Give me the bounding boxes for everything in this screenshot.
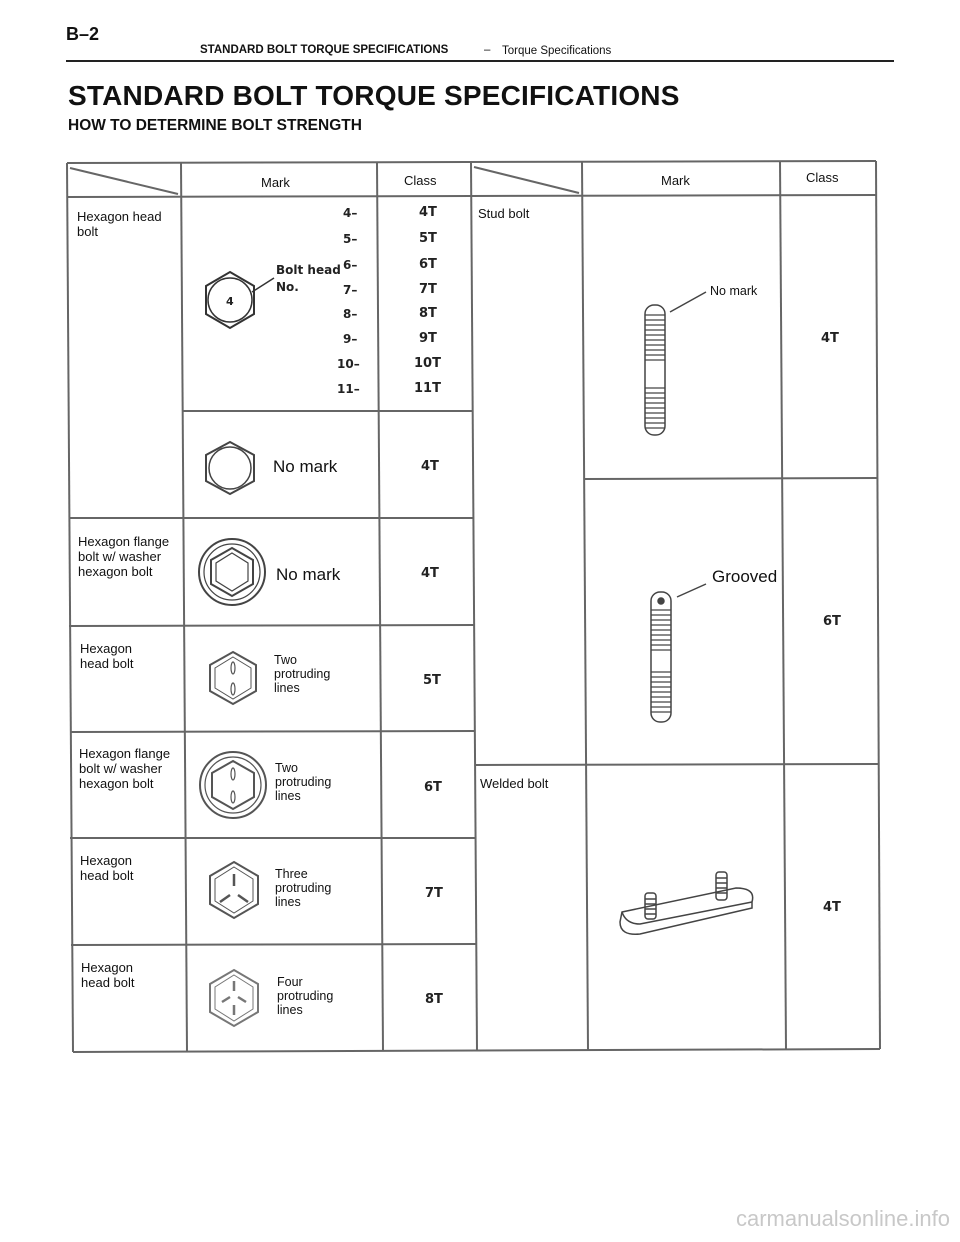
right-col-mark-header: Mark xyxy=(661,173,690,188)
head-number: 10– xyxy=(337,357,360,371)
head-number: 8– xyxy=(343,307,358,321)
head-class: 11T xyxy=(414,381,441,396)
mark-no-mark: No mark xyxy=(276,565,341,584)
row-type-hexagon-head-bolt: Hexagon head bolt xyxy=(80,641,134,671)
left-col-mark-header: Mark xyxy=(261,175,290,190)
left-col-class-header: Class xyxy=(404,173,437,188)
row-class: 7T xyxy=(425,886,443,901)
head-class: 7T xyxy=(419,282,437,297)
mark-no-mark: No mark xyxy=(273,457,338,476)
hex-bolt-two-lines-icon xyxy=(210,652,256,704)
hex-bolt-four-lines-icon xyxy=(210,970,258,1026)
watermark: carmanualsonline.info xyxy=(735,1206,950,1231)
head-class: 5T xyxy=(419,231,437,246)
head-class: 6T xyxy=(419,257,437,272)
head-number: 7– xyxy=(343,283,358,297)
stud-mark-grooved: Grooved xyxy=(712,567,778,586)
header-subsection: Torque Specifications xyxy=(502,45,612,57)
row-type-flange-bolt: Hexagon flange bolt w/ washer hexagon bolt xyxy=(79,746,171,791)
head-number: 4– xyxy=(343,206,358,220)
row-class: 4T xyxy=(421,566,439,581)
stud-class: 4T xyxy=(821,331,839,346)
mark-two-lines: Two protruding lines xyxy=(274,653,331,695)
head-class: 4T xyxy=(419,205,437,220)
row-class: 4T xyxy=(421,459,439,474)
row-type-hexagon-head-bolt: Hexagon head bolt xyxy=(80,853,134,883)
bolt-head-numbered-icon xyxy=(206,272,274,328)
head-class: 8T xyxy=(419,306,437,321)
head-number: 11– xyxy=(337,382,360,396)
row-type-hexagon-head-bolt: Hexagon head bolt xyxy=(77,209,162,239)
stud-class: 6T xyxy=(823,614,841,629)
hex-bolt-three-lines-icon xyxy=(210,862,258,918)
mark-three-lines: Three protruding lines xyxy=(275,867,332,909)
flange-bolt-two-lines-icon xyxy=(200,752,266,818)
bolt-head-no-label: Bolt head No. xyxy=(276,263,341,294)
head-class: 10T xyxy=(414,356,441,371)
page-number: B–2 xyxy=(66,24,100,44)
header-section: STANDARD BOLT TORQUE SPECIFICATIONS xyxy=(200,44,449,56)
row-class: 5T xyxy=(423,673,441,688)
row-class: 6T xyxy=(424,780,442,795)
row-class: 8T xyxy=(425,992,443,1007)
head-class: 9T xyxy=(419,331,437,346)
page-subtitle: HOW TO DETERMINE BOLT STRENGTH xyxy=(68,117,362,134)
header-separator: – xyxy=(484,44,491,56)
hex-bolt-plain-icon xyxy=(206,442,254,494)
head-number: 6– xyxy=(343,258,358,272)
bolt-head-digit: 4 xyxy=(226,295,234,308)
stud-bolt-plain-icon xyxy=(645,292,706,435)
mark-two-lines: Two protruding lines xyxy=(275,761,332,803)
right-col-class-header: Class xyxy=(806,170,839,185)
row-type-stud-bolt: Stud bolt xyxy=(478,206,530,221)
head-number: 5– xyxy=(343,232,358,246)
row-type-hexagon-head-bolt: Hexagon head bolt xyxy=(81,960,135,990)
flange-bolt-plain-icon xyxy=(199,539,265,605)
welded-class: 4T xyxy=(823,900,841,915)
head-number: 9– xyxy=(343,332,358,346)
page-title: STANDARD BOLT TORQUE SPECIFICATIONS xyxy=(68,80,680,111)
row-type-flange-bolt: Hexagon flange bolt w/ washer hexagon bolt xyxy=(78,534,170,579)
stud-bolt-grooved-icon xyxy=(651,584,706,722)
mark-four-lines: Four protruding lines xyxy=(277,975,334,1017)
row-type-welded-bolt: Welded bolt xyxy=(480,776,549,791)
stud-mark-no-mark: No mark xyxy=(710,284,758,298)
welded-bolt-icon xyxy=(620,872,753,934)
